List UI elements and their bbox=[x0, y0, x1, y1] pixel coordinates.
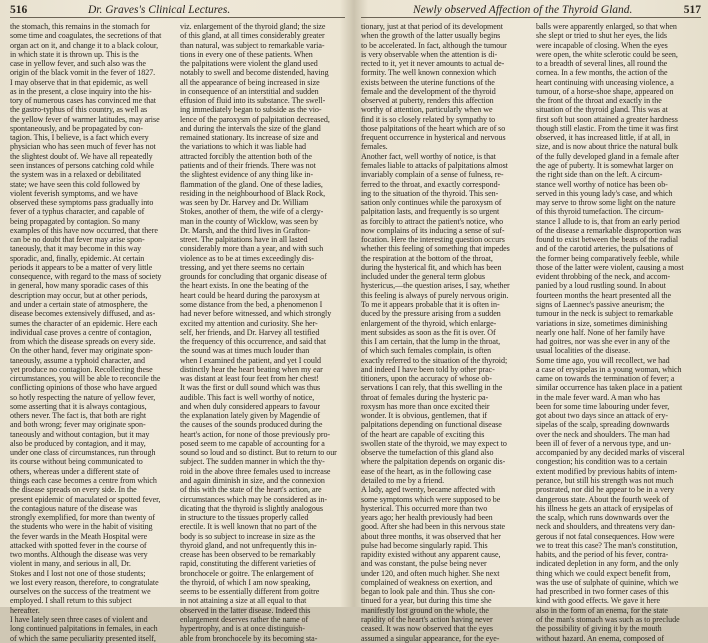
text-line: sumes the character of an epidemic. Here each bbox=[10, 318, 158, 328]
text-line: state; we have seen this cold followed by bbox=[10, 179, 141, 189]
text-line: neck and shoulders, and threatens very dan- bbox=[536, 522, 675, 532]
text-line: habits, and the period of his fever, contra- bbox=[536, 550, 669, 560]
text-line: the students who were in the habit of visiting bbox=[10, 522, 153, 532]
text-line: origin of the black vomit in the fever of 1827. bbox=[10, 68, 156, 78]
right-page-column-1 bbox=[361, 22, 526, 643]
text-line: roxysm has more than once excited their bbox=[361, 401, 490, 411]
text-line: similar occurrence has taken place in a patient bbox=[536, 383, 683, 393]
text-line: grounds for concluding that organic disease of bbox=[180, 272, 327, 282]
text-line: dicating that the thyroid is slightly analogous bbox=[180, 503, 323, 513]
text-line: she slept or tried to shut her eyes, the lids bbox=[536, 31, 667, 41]
text-line: those palpitations of the heart which are of so bbox=[361, 123, 506, 133]
text-line: some asserting that it is always contagious, bbox=[10, 401, 147, 411]
text-line: included under the general term globus bbox=[361, 272, 485, 282]
right-page-column-2 bbox=[536, 22, 701, 643]
text-line: To me it appears probable that it is often in- bbox=[361, 299, 500, 309]
text-line: invariably complain of a sense of fulness, re- bbox=[361, 170, 504, 180]
text-line: circumstances, you will be able to reconcile the bbox=[10, 374, 161, 384]
text-line: gerous if not fatal consequences. How were bbox=[536, 531, 675, 541]
text-line: fourteen months the heart presented all the bbox=[536, 290, 672, 300]
text-line: employed. I shall return to this subject bbox=[10, 596, 132, 606]
text-line: focation. Here the interesting question occurs bbox=[361, 235, 505, 245]
text-line: some symptoms which were supposed to be bbox=[361, 494, 501, 504]
text-line: the slightest evidence of any thing like in- bbox=[180, 170, 313, 180]
text-line: females. bbox=[361, 142, 388, 152]
text-line: ment subsides as soon as the fit is over. Of bbox=[361, 327, 496, 337]
text-line: thing which we could expect benefit from, bbox=[536, 568, 671, 578]
text-line: to a breadth of several lines, all round the bbox=[536, 59, 668, 69]
text-line: complained of weakness on exertion, and bbox=[361, 577, 493, 587]
text-line: servations I can rely, that this swelling in the bbox=[361, 383, 503, 393]
text-line: ease of the heart, as in the following case bbox=[361, 466, 492, 476]
text-line: in general, how many sporadic cases of this bbox=[10, 281, 149, 291]
text-line: nearly one half. None of her family have bbox=[536, 327, 665, 337]
text-line: consequence, with regard to the mass of society bbox=[10, 272, 162, 282]
text-line: situation of the thyroid gland. This was at bbox=[536, 105, 668, 115]
text-line: examples of this have now occurred, that there bbox=[10, 225, 158, 235]
text-line: hypertrophy, and is at once distinguish- bbox=[180, 624, 305, 634]
text-line: fever of a typhus character, and capable of bbox=[10, 207, 145, 217]
text-line: and was constant, the pulse being never bbox=[361, 559, 487, 569]
text-line: and when duly considered appears to favour bbox=[180, 401, 321, 411]
text-line: tionary, just at that period of its development bbox=[361, 22, 503, 31]
text-line: lence of the paroxysm of palpitation decreased, bbox=[180, 114, 330, 124]
text-line: the scalp, which runs downwards over the bbox=[536, 513, 670, 523]
text-line: hystericus,—the question arises, I say, whether bbox=[361, 281, 510, 291]
text-line: considerably more than a year, and with such bbox=[180, 244, 324, 254]
text-line: enlargement deserves rather the name of bbox=[180, 615, 309, 624]
text-line: was the use of sulphate of quinine, which we bbox=[536, 577, 679, 587]
text-line: females liable to attacks of palpitations almost bbox=[361, 160, 508, 170]
text-line: violent in many, and serious in all, Dr. bbox=[10, 559, 131, 569]
text-line: find it is so closely related by sympathy to bbox=[361, 114, 496, 124]
text-line: were incapable of closing. When the eyes bbox=[536, 40, 668, 50]
text-line: the former being comparatively feeble, while bbox=[536, 253, 680, 263]
page-number-left: 516 bbox=[10, 4, 28, 16]
text-line: now complains of its inducing a sense of suf- bbox=[361, 225, 505, 235]
text-line: some distance from the bed, a phenomenon I bbox=[180, 299, 323, 309]
text-line: disease becomes extensively diffused, and as- bbox=[10, 309, 156, 319]
text-line: A lady, aged twenty, became affected with bbox=[361, 485, 495, 495]
left-page-column-2 bbox=[180, 22, 345, 643]
text-line: ing immediately began to subside as the vio- bbox=[180, 105, 322, 115]
text-line: of this thyroid tumefaction. The circum- bbox=[536, 207, 664, 217]
text-line: whether this feeling of something that impedes bbox=[361, 244, 510, 254]
text-line: about three months, it was observed that her bbox=[361, 531, 501, 541]
text-line: the gastro-typhus of this country, as well as bbox=[10, 105, 148, 115]
text-line: its course without being communicated to bbox=[10, 457, 143, 467]
text-line: the heart exists. In one the beating of the bbox=[180, 281, 309, 291]
text-line: may serve to throw some light on the nature bbox=[536, 198, 676, 208]
text-line: female and the development of the thyroid bbox=[361, 86, 496, 96]
left-page-columns bbox=[10, 22, 345, 643]
text-line: rapid, constituting the different varieties of bbox=[180, 559, 316, 569]
text-line: the causes of the sounds produced during the bbox=[180, 420, 323, 430]
text-line: found to exist between the beats of the radial bbox=[536, 235, 679, 245]
text-line: residing in the neighbourhood of Black Rock, bbox=[180, 188, 326, 198]
text-line: ceased. It was now observed that the eyes bbox=[361, 624, 494, 634]
running-title-left: Dr. Graves's Clinical Lectures. bbox=[88, 4, 231, 16]
text-line: kind with good effects. We gave it here bbox=[536, 596, 661, 606]
text-line: attracted forcibly the attention both of the bbox=[180, 151, 312, 161]
text-line: Another fact, well worthy of notice, is that bbox=[361, 151, 496, 161]
text-line: prostrated, nor did he appear to be in a very bbox=[536, 485, 675, 495]
text-line: Some time ago, you will recollect, we had bbox=[536, 355, 670, 365]
text-line: bronchocele or goitre. The enlargement of bbox=[180, 568, 314, 578]
text-line: heart could be heard during the paroxysm at bbox=[180, 290, 320, 300]
text-line: tagion. This, I believe, is a fact which every bbox=[10, 133, 149, 143]
text-line: street. The palpitations have in all lasted bbox=[180, 235, 308, 245]
text-line: this I am certain, that the lump in the throat, bbox=[361, 337, 501, 347]
text-line: throat of females during the hysteric pa- bbox=[361, 392, 489, 402]
text-line: the fever wards in the Meath Hospital were bbox=[10, 531, 148, 541]
text-line: rapidity of the heart's action having never bbox=[361, 615, 493, 624]
text-line: of which such females complain, is often bbox=[361, 346, 492, 356]
text-line: the front of the throat and exactly in the bbox=[536, 96, 662, 106]
text-line: long continued palpitations in females, in each bbox=[10, 624, 158, 634]
text-line: excited my attention and curiosity. She her- bbox=[180, 318, 318, 328]
text-line: the sound was at times much louder than bbox=[180, 346, 310, 356]
text-line: Stokes, another of them, the wife of a clergy- bbox=[180, 207, 324, 217]
text-line: observe the tumefaction of this gland also bbox=[361, 448, 494, 458]
text-line: the system was in a relaxed or debilitated bbox=[10, 170, 141, 180]
text-line: some time and coagulates, the secretions of that bbox=[10, 31, 162, 41]
left-page-column-1 bbox=[10, 22, 170, 643]
text-line: palpitations depending on functional disease bbox=[361, 420, 502, 430]
text-line: of this with the state of the heart's action, are bbox=[180, 485, 322, 495]
text-line: been for some time labouring under fever, bbox=[536, 401, 670, 411]
text-line: yet produce no contagion. Recollecting these bbox=[10, 364, 153, 374]
text-line: detailed to me by a friend. bbox=[361, 476, 445, 486]
text-line: in consequence of an interstitial and sudden bbox=[180, 86, 319, 96]
text-line: tions in every one of these patients. When bbox=[180, 49, 313, 59]
text-line: tumour, of a horse-shoe shape, appeared on bbox=[536, 86, 674, 96]
text-line: subject. The sudden manner in which the thy- bbox=[180, 457, 325, 467]
text-line: taneously and without contagion, but it may bbox=[10, 429, 150, 439]
text-line: I may observe that in that epidemic, as well bbox=[10, 77, 148, 87]
text-line: congestion; his condition was to a certain bbox=[536, 457, 668, 467]
text-line: present epidemic of maculated or spotted fever, bbox=[10, 494, 161, 504]
text-line: stance I allude to is, that from an early period bbox=[536, 216, 680, 226]
text-line: organ act on it, and change it to a black colour, bbox=[10, 40, 159, 50]
text-line: Stokes and I lost not one of those students; bbox=[10, 568, 146, 578]
text-line: this feeling is always of purely nervous origin. bbox=[361, 290, 509, 300]
text-line: manifestly lost ground on the whole, the bbox=[361, 605, 489, 615]
text-line: spontaneously, and be propagated by con- bbox=[10, 123, 143, 133]
left-page bbox=[10, 4, 345, 643]
text-line: formity. The well known connexion which bbox=[361, 68, 497, 78]
text-line: good. After she had been in this nervous state bbox=[361, 522, 506, 532]
text-line: when I examined the patient, and yet I could bbox=[180, 355, 322, 365]
text-line: physician who has seen much of fever has not bbox=[10, 142, 156, 152]
text-line: so hotly respecting the nature of yellow fever, bbox=[10, 392, 156, 402]
text-line: a case of erysipelas in a young woman, which bbox=[536, 364, 682, 374]
text-line: and again diminish in size, and the connexion bbox=[180, 476, 325, 486]
text-line: had never before witnessed, and which strongly bbox=[180, 309, 332, 319]
page-number-right: 517 bbox=[683, 4, 701, 16]
text-line: notably to swell and become distended, having bbox=[180, 68, 329, 78]
text-line: things each case becomes a centre from which bbox=[10, 476, 157, 486]
text-line: the explanation lately given by Magendie of bbox=[180, 411, 320, 421]
text-line: panied by a loud rustling sound. In about bbox=[536, 281, 666, 291]
text-line: size, and is now about thrice the natural bulk bbox=[536, 142, 678, 152]
text-line: rapidity existed without any apparent cause, bbox=[361, 550, 501, 560]
text-line: had prescribed in two former cases of this bbox=[536, 587, 669, 597]
text-line: under 120, and often much higher. She next bbox=[361, 568, 500, 578]
text-line: thyroid gland, and not unfrequently this in- bbox=[180, 540, 317, 550]
right-page-columns bbox=[361, 22, 701, 643]
text-line: tumour in the neck is subject to remarkable bbox=[536, 309, 674, 319]
text-line: first soft but soon attained a greater hardness bbox=[536, 114, 678, 124]
text-line: seen instances of persons catching cold while bbox=[10, 160, 154, 170]
text-line: in not attaining a size at all equal to that bbox=[180, 596, 307, 606]
text-line: effusion of fluid into its substance. The swell- bbox=[180, 96, 326, 106]
text-line: self, her friends, and Dr. Harvey all testified bbox=[180, 327, 320, 337]
text-line: strongly exemplified, for more than twenty of bbox=[10, 513, 156, 523]
text-line: the contagious nature of the disease was bbox=[10, 503, 138, 513]
text-line: tressing, and yet there seems no certain bbox=[180, 262, 305, 272]
text-line: his illness he gets an attack of erysipelas of bbox=[536, 503, 673, 513]
text-line: and under a certain state of atmosphere, the bbox=[10, 299, 148, 309]
text-line: circumstances which may be considered as in- bbox=[180, 494, 328, 504]
text-line: the disease spreads on every side. In the bbox=[10, 485, 137, 495]
text-line: also be produced by contagion, and it may, bbox=[10, 438, 146, 448]
text-line: patients and of their friends. There was not bbox=[180, 160, 316, 170]
text-line: swollen state of the thyroid, we may expect to bbox=[361, 438, 507, 448]
text-line: I have lately seen three cases of violent and bbox=[10, 615, 148, 624]
text-line: sation only continues while the paroxysm of bbox=[361, 198, 502, 208]
text-line: accompanied by any decided marks of visceral bbox=[536, 448, 685, 458]
text-line: perance, but still his strength was not much bbox=[536, 476, 674, 486]
text-line: though still elastic. From the time it was first bbox=[536, 123, 679, 133]
text-line: of which the same peculiarity presented itself, bbox=[10, 633, 156, 643]
text-line: It was the first or dull sound which was thus bbox=[180, 383, 321, 393]
text-line: we lost every reason, therefore, to congratulate bbox=[10, 577, 159, 587]
text-line: ourselves on the success of the treatment we bbox=[10, 587, 151, 597]
text-line: as in the present, a close inquiry into the his- bbox=[10, 86, 152, 96]
text-line: ing to the situation of the thyroid. This sen- bbox=[361, 188, 499, 198]
text-line: to be accelerated. In fact, although the tumour bbox=[361, 40, 507, 50]
text-line: the thyroid, of which I am now speaking, bbox=[180, 577, 311, 587]
text-line: sound so loud and so distinct. But to return to our bbox=[180, 448, 337, 458]
text-line: the yellow fever of warmer latitudes, may arise bbox=[10, 114, 160, 124]
text-line: crease has been observed to be remarkably bbox=[180, 550, 316, 560]
text-line: were open, the white sclerotic could be seen, bbox=[536, 49, 678, 59]
text-line: conflicting opinions of those who have argued bbox=[10, 383, 157, 393]
text-line: also in the form of an enema, for the state bbox=[536, 605, 668, 615]
text-line: wonder. It is obvious, gentlemen, that if bbox=[361, 411, 488, 421]
text-line: the frequency of this occurrence, and said that bbox=[180, 337, 327, 347]
text-line: of the heart are capable of exciting this bbox=[361, 429, 485, 439]
text-line: erectile. It is well known that no part of the bbox=[180, 522, 317, 532]
text-line: observed these symptoms pass gradually into bbox=[10, 198, 154, 208]
text-line: stance well worthy of notice has been ob- bbox=[536, 179, 668, 189]
text-line: others never. The fact is, that both are right bbox=[10, 411, 147, 421]
text-line: and of the carotid arteries, the pulsations of bbox=[536, 244, 674, 254]
text-line: hereafter. bbox=[10, 605, 40, 615]
text-line: the palpitations were violent the gland used bbox=[180, 59, 318, 69]
text-line: in the male fever ward. A man who has bbox=[536, 392, 660, 402]
text-line: violence as to be at times exceedingly dis- bbox=[180, 253, 314, 263]
text-line: extent modified by previous habits of intem- bbox=[536, 466, 678, 476]
text-line: On the other hand, fever may originate spon- bbox=[10, 346, 153, 356]
text-line: was seen by Dr. Harvey and Dr. William bbox=[180, 198, 309, 208]
text-line: exactly referred to the situation of the thyroid; bbox=[361, 355, 508, 365]
text-line: worthy of attention, particularly when we bbox=[361, 105, 493, 115]
text-line: the possibility of giving it by the mouth bbox=[536, 624, 662, 634]
text-line: we to treat this case? The man's constitution, bbox=[536, 540, 678, 550]
right-page bbox=[361, 4, 701, 643]
text-line: dangerous state. About the fourth week of bbox=[536, 494, 669, 504]
text-line: the right side than on the left. A circum- bbox=[536, 170, 663, 180]
text-line: duced by the pressure arising from a sudden bbox=[361, 309, 501, 319]
text-line: been ill of fever of a nervous type, and un- bbox=[536, 438, 671, 448]
text-line: assumed a singular appearance, for the eye- bbox=[361, 633, 500, 643]
text-line: than natural, was subject to remarkable varia- bbox=[180, 40, 325, 50]
text-line: those of the latter were violent, causing a most bbox=[536, 262, 684, 272]
text-line: taneously, that it may become in this way bbox=[10, 244, 142, 254]
running-title-right: Newly observed Affection of the Thyroid Gland. bbox=[413, 4, 633, 16]
text-line: sipelas of the scalp, spreading downwards bbox=[536, 420, 670, 430]
text-line: case in yellow fever, and such also was the bbox=[10, 59, 146, 69]
text-line: all the appearance of being increased in size bbox=[180, 77, 320, 87]
text-line: attacked with spotted fever in the course of bbox=[10, 540, 147, 550]
text-line: when the growth of the latter usually begins bbox=[361, 31, 501, 41]
text-line: description may occur, but at other periods, bbox=[10, 290, 148, 300]
text-line: in which state it is thrown up. This is the bbox=[10, 49, 139, 59]
running-head-right bbox=[361, 4, 701, 18]
text-line: individual case proves a centre of contagion, bbox=[10, 327, 152, 337]
text-line: distinctly hear the heart beating when my ear bbox=[180, 364, 323, 374]
text-line: exists between the uterine functions of the bbox=[361, 77, 495, 87]
text-line: observed in the latter disease. Indeed this bbox=[180, 605, 311, 615]
text-line: able from bronchocele by its becoming sta- bbox=[180, 633, 318, 643]
text-line: without hazard. An enema, composed of bbox=[536, 633, 664, 643]
text-line: indicated depletion in any form, and the only bbox=[536, 559, 679, 569]
text-line: taneously, assume a typhoid character, and bbox=[10, 355, 145, 365]
text-line: Dr. Marsh, and the third lives in Grafton- bbox=[180, 225, 311, 235]
text-line: began to look pale and thin. Thus she con- bbox=[361, 587, 496, 597]
text-line: and both wrong; fever may originate spon- bbox=[10, 420, 146, 430]
text-line: observed at puberty, renders this affection bbox=[361, 96, 494, 106]
text-line: the respiration at the bottom of the throat, bbox=[361, 253, 493, 263]
text-line: heart continuing with unceasing violence, a bbox=[536, 77, 674, 87]
text-line: body is so subject to increase in size as the bbox=[180, 531, 316, 541]
text-line: audible. This fact is well worthy of notice, bbox=[180, 392, 315, 402]
text-line: of this gland, at all times considerably greater bbox=[180, 31, 325, 41]
text-line: pulse had become singularly rapid. This bbox=[361, 540, 488, 550]
text-line: tory of numerous cases has convinced me that bbox=[10, 96, 156, 106]
text-line: of the disease a remarkable disproportion was bbox=[536, 225, 682, 235]
text-line: signs of Laennec's passive aneurism; the bbox=[536, 299, 665, 309]
text-line: years ago; her health previously had been bbox=[361, 513, 493, 523]
text-line: flammation of the gland. One of these ladies, bbox=[180, 179, 323, 189]
text-line: evident throbbing of the neck, and accom- bbox=[536, 272, 671, 282]
text-line: variations in size, sometimes diminishing bbox=[536, 318, 668, 328]
text-line: the age of puberty. It is somewhat larger on bbox=[536, 160, 674, 170]
text-line: as forcibly to attract the patient's notice, who bbox=[361, 216, 504, 226]
text-line: and during the intervals the size of the gland bbox=[180, 123, 321, 133]
text-line: enlargement of the thyroid, which enlarge- bbox=[361, 318, 497, 328]
text-line: frequent occurrence in hysterical and nervous bbox=[361, 133, 506, 143]
text-line: observed, it has increased little, if at all, in bbox=[536, 133, 671, 143]
text-line: two months. Although the disease was very bbox=[10, 550, 148, 560]
text-line: came on towards the termination of fever; a bbox=[536, 374, 675, 384]
text-line: the variations to which it was liable had bbox=[180, 142, 306, 152]
text-line: seems to be essentially different from goitre bbox=[180, 587, 320, 597]
text-line: had goitres, nor was she ever in any of the bbox=[536, 337, 670, 347]
text-line: hysterical. This occurred more than two bbox=[361, 503, 488, 513]
text-line: tinued for a year, but during this time she bbox=[361, 596, 492, 606]
text-line: of the fully developed gland in a female after bbox=[536, 151, 679, 161]
text-line: was distant at least four feet from her chest! bbox=[180, 374, 319, 384]
text-line: posed seem to me capable of accounting for a bbox=[180, 438, 325, 448]
text-line: man in the county of Wicklow, was seen by bbox=[180, 216, 318, 226]
text-line: got about two days since an attack of ery- bbox=[536, 411, 668, 421]
text-line: the stomach, this remains in the stomach for bbox=[10, 22, 150, 31]
text-line: roid in the above three females used to increase bbox=[180, 466, 331, 476]
text-line: periods it appears to be a matter of very little bbox=[10, 262, 153, 272]
text-line: cornea. In a few months, the action of the bbox=[536, 68, 668, 78]
text-line: remained stationary. Its increase of size and bbox=[180, 133, 319, 143]
text-line: and indeed I have been told by other prac- bbox=[361, 364, 495, 374]
text-line: balls were apparently enlarged, so that when bbox=[536, 22, 677, 31]
text-line: can be no doubt that fever may arise spon- bbox=[10, 235, 145, 245]
text-line: served in this young lady's case, and which bbox=[536, 188, 673, 198]
text-line: others, whereas under a different state of bbox=[10, 466, 139, 476]
text-line: rected to it, yet it never amounts to actual de- bbox=[361, 59, 505, 69]
text-line: from which the disease spreads on every side. bbox=[10, 337, 156, 347]
text-line: is very observable when the attention is di- bbox=[361, 49, 498, 59]
text-line: viz. enlargement of the thyroid gland; the size bbox=[180, 22, 326, 31]
text-line: palpitation lasts, and frequently is so urgent bbox=[361, 207, 500, 217]
text-line: under one class of circumstances, run through bbox=[10, 448, 156, 458]
text-line: ferred to the throat, and exactly correspond- bbox=[361, 179, 501, 189]
text-line: over the neck and shoulders. The man had bbox=[536, 429, 670, 439]
text-line: heart's action, for none of those previously pro- bbox=[180, 429, 331, 439]
text-line: usual localities of the disease. bbox=[536, 346, 631, 356]
text-line: the slightest doubt of. We have all repeatedly bbox=[10, 151, 153, 161]
text-line: in structure to the tissues properly called bbox=[180, 513, 309, 523]
running-head-left bbox=[10, 4, 345, 18]
text-line: being propagated by contagion. So many bbox=[10, 216, 140, 226]
text-line: where the palpitation depends on organic dis- bbox=[361, 457, 506, 467]
text-line: of the man's stomach was such as to preclude bbox=[536, 615, 680, 624]
text-line: titioners, upon the accuracy of whose ob- bbox=[361, 374, 492, 384]
text-line: sporadic, and, finally, epidemic. At certain bbox=[10, 253, 145, 263]
text-line: during the hysterical fit, and which has been bbox=[361, 262, 502, 272]
text-line: violent feverish symptoms, and we have bbox=[10, 188, 138, 198]
